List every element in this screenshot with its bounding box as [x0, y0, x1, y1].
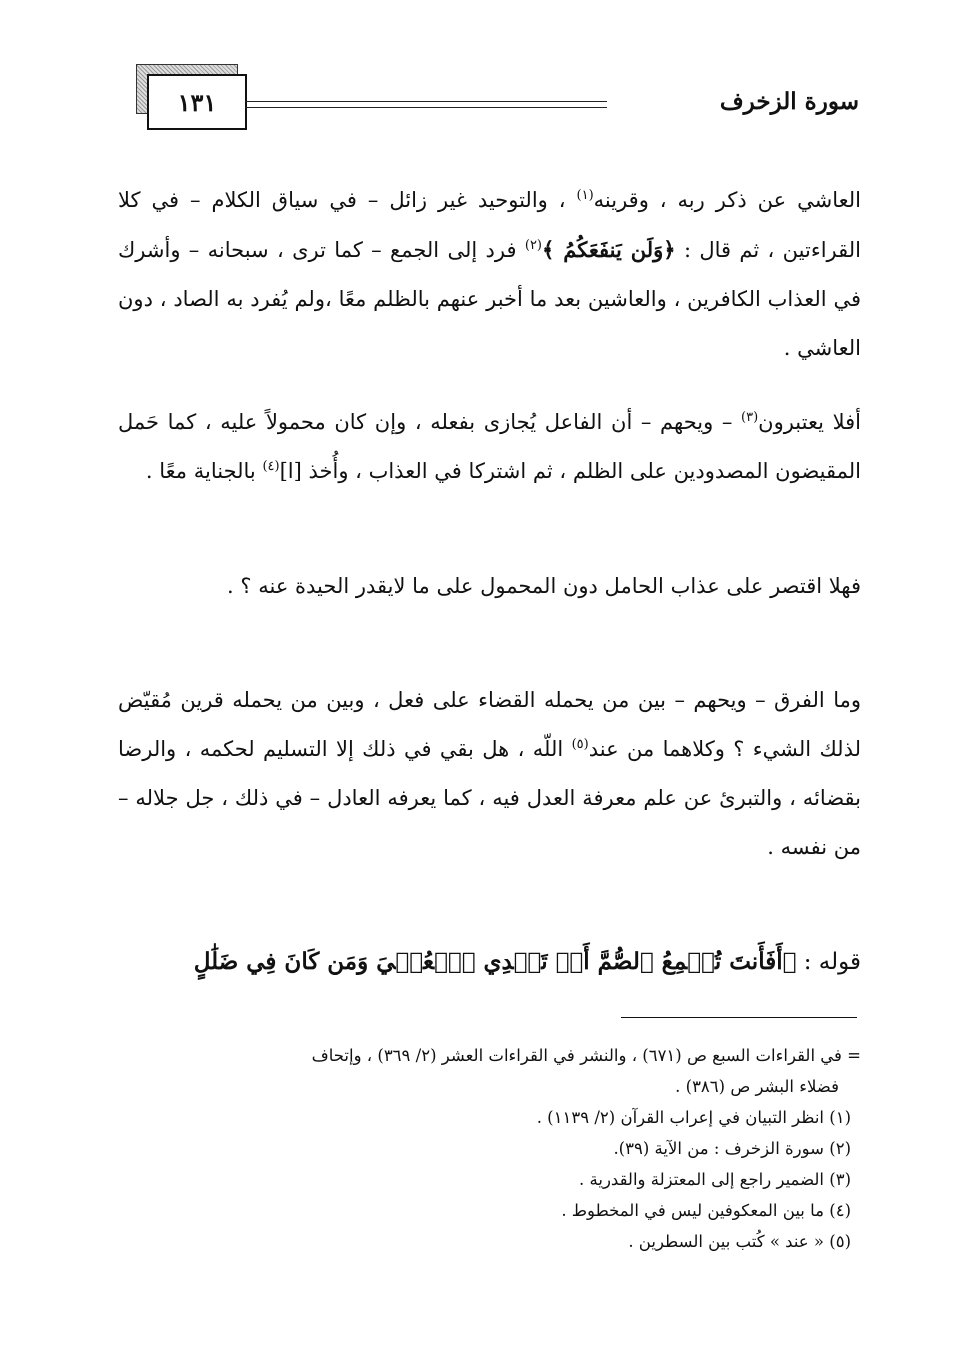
- paragraph-5: [118, 937, 861, 987]
- paragraph-2: [118, 398, 861, 496]
- footnote-ref-2[interactable]: (٢): [524, 238, 542, 253]
- p2-text-a: أفلا يعتبرون: [758, 410, 861, 434]
- p5-text-a: قوله :: [796, 949, 861, 975]
- footnotes: [118, 1040, 861, 1257]
- p1-text-c: فرد إلى الجمع – كما ترى ، سبحانه – وأشرك في العذاب الكافرين ، والعاشين بعد ما أخبر عنهم بالظلم معًا ،ولم يُفرد به الصاد ، دون العاشي .: [118, 238, 861, 360]
- footnote-4: (٤) ما بين المعكوفين ليس في المخطوط .: [561, 1201, 851, 1220]
- p4-text-a: وما الفرق – ويحهم – بين من يحمله القضاء على فعل ، وبين من يحمله قرين مُقيّض لذلك الشيء ؟ وكلاهما من عند: [118, 688, 862, 761]
- footnote-ref-5[interactable]: (٥): [571, 737, 589, 752]
- footnote-ref-4[interactable]: (٤): [262, 459, 280, 474]
- page-number: ١٣١: [177, 87, 217, 117]
- footnote-5: (٥) « عند » كُتب بين السطرين .: [628, 1232, 851, 1251]
- quran-quote-1: ﴿وَلَن يَنفَعَكُمُ ﴾: [542, 237, 676, 262]
- p2-text-b: – ويحهم – أن الفاعل يُجازى بفعله ، وإن كان محمولاً عليه ، كما حَمل المقيضون المصدودين على الظلم ، ثم اشتركا في العذاب ، وأُخذ [ا]: [118, 410, 861, 483]
- footnote-ref-1[interactable]: (١): [576, 188, 594, 203]
- footnote-continuation-line-1: = في القراءات السبع ص (٦٧١) ، والنشر في القراءات العشر (٢/ ٣٦٩) ، وإتحاف: [311, 1046, 861, 1065]
- paragraph-3: فهلا اقتصر على عذاب الحامل دون المحمول على ما لايقدر الحيدة عنه ؟ .: [227, 574, 861, 598]
- p2-text-c: بالجناية معًا .: [145, 459, 263, 483]
- footnote-separator: [621, 1017, 857, 1018]
- header-rule: [245, 101, 607, 108]
- paragraph-4: [118, 676, 861, 872]
- footnote-1: (١) انظر التبيان في إعراب القرآن (٢/ ١١٣٩) .: [536, 1108, 851, 1127]
- p1-text-b: ، والتوحيد غير زائل – في سياق الكلام – في كلا القراءتين ، ثم قال :: [118, 188, 861, 262]
- paragraph-1: [118, 176, 861, 373]
- p4-text-b: اللّه ، هل بقي في ذلك إلا التسليم لحكمه ، والرضا بقضائه ، والتبرئ عن علم معرفة العدل فيه ، كما يعرفه العادل – في ذلك ، جل جلاله – من نفسه .: [118, 737, 861, 859]
- page-number-box: [147, 74, 247, 130]
- footnote-2: (٢) سورة الزخرف : من الآية (٣٩).: [613, 1139, 851, 1158]
- footnote-continuation-line-2: فضلاء البشر ص (٣٨٦) .: [675, 1077, 839, 1096]
- quran-quote-2: ﴿أَفَأَنتَ تُسۡمِعُ ٱلصُّمَّ أَوۡ تَهۡدِي ٱلۡعُمۡيَ وَمَن كَانَ فِي ضَلَٰلٍ: [193, 948, 797, 975]
- surah-title: سورة الزخرف: [719, 88, 859, 115]
- footnote-3: (٣) الضمير راجع إلى المعتزلة والقدرية .: [579, 1170, 851, 1189]
- p1-text-a: العاشي عن ذكر ربه ، وقرينه: [593, 188, 861, 212]
- footnote-ref-3[interactable]: (٣): [741, 410, 759, 425]
